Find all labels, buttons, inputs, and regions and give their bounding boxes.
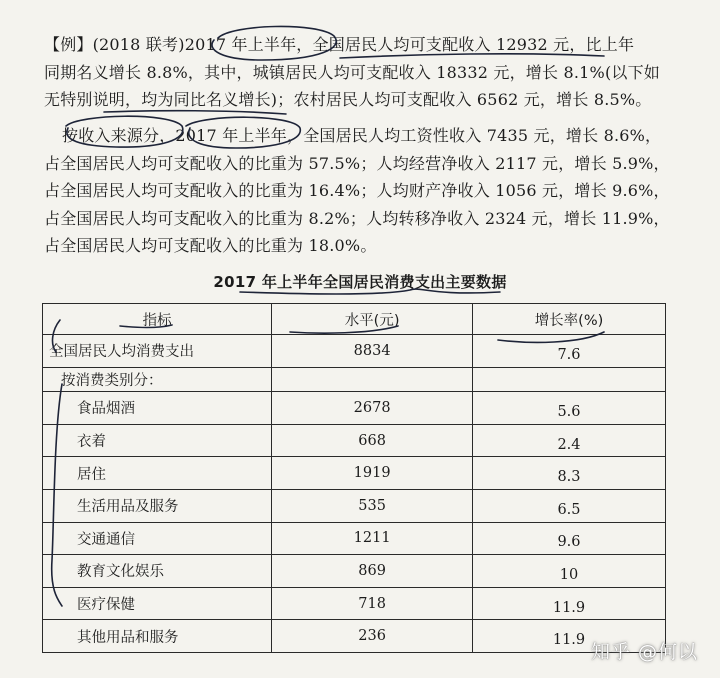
text-line: 占全国居民人均可支配收入的比重为 8.2%；人均转移净收入 2324 元，增长 11.9%， bbox=[44, 208, 670, 228]
row-growth bbox=[472, 367, 665, 392]
table-row bbox=[43, 620, 666, 653]
row-level: 718 bbox=[272, 587, 473, 620]
row-growth: 8.3 bbox=[472, 457, 665, 490]
header-level: 水平(元) bbox=[272, 304, 473, 335]
paragraph-income-source bbox=[44, 122, 694, 260]
header-growth: 增长率(%) bbox=[472, 304, 665, 335]
row-label: 教育文化娱乐 bbox=[43, 555, 272, 588]
row-label: 衣着 bbox=[43, 424, 272, 457]
row-growth: 11.9 bbox=[472, 620, 665, 653]
text-line: 占全国居民人均可支配收入的比重为 16.4%；人均财产净收入 1056 元，增长 9.6%， bbox=[44, 181, 670, 200]
row-label: 全国居民人均消费支出 bbox=[43, 335, 272, 368]
text-line: 【例】(2018 联考)2017 年上半年，全国居民人均可支配收入 12932 元，比上年 bbox=[44, 35, 635, 54]
table-row bbox=[43, 587, 666, 620]
table-row bbox=[43, 424, 666, 457]
text-line: 占全国居民人均可支配收入的比重为 57.5%；人均经营净收入 2117 元，增长 5.9%， bbox=[44, 153, 670, 173]
table-row bbox=[43, 555, 666, 588]
text-line: 无特别说明，均为同比名义增长)；农村居民人均可支配收入 6562 元，增长 8.5%。 bbox=[44, 90, 652, 109]
table-row bbox=[43, 489, 666, 522]
text-line: 按收入来源分，2017 年上半年，全国居民人均工资性收入 7435 元，增长 8.6%， bbox=[62, 126, 662, 145]
row-growth: 7.6 bbox=[472, 335, 665, 368]
table-row bbox=[43, 335, 666, 368]
paragraph-income bbox=[44, 31, 694, 114]
row-level: 668 bbox=[272, 424, 473, 457]
table-row bbox=[43, 522, 666, 555]
row-label: 其他用品和服务 bbox=[43, 620, 272, 653]
table-row bbox=[43, 392, 666, 425]
header-indicator: 指标 bbox=[43, 304, 272, 335]
row-level: 236 bbox=[272, 620, 473, 653]
row-level: 869 bbox=[272, 555, 473, 588]
table-header-row bbox=[43, 304, 666, 335]
text-line: 占全国居民人均可支配收入的比重为 18.0%。 bbox=[44, 236, 377, 255]
row-growth: 2.4 bbox=[472, 424, 665, 457]
row-growth: 10 bbox=[472, 555, 665, 588]
row-growth: 6.5 bbox=[472, 489, 665, 522]
row-label: 按消费类别分： bbox=[43, 367, 272, 392]
row-level bbox=[272, 367, 473, 392]
row-label: 生活用品及服务 bbox=[43, 489, 272, 522]
row-label: 医疗保健 bbox=[43, 587, 272, 620]
row-level: 1919 bbox=[272, 457, 473, 490]
text-line: 同期名义增长 8.8%，其中，城镇居民人均可支配收入 18332 元，增长 8.1%(以下如 bbox=[44, 62, 660, 82]
row-growth: 11.9 bbox=[472, 587, 665, 620]
table-row bbox=[43, 367, 666, 392]
row-level: 2678 bbox=[272, 392, 473, 425]
row-label: 交通通信 bbox=[43, 522, 272, 555]
table-title: 2017 年上半年全国居民消费支出主要数据 bbox=[213, 273, 507, 291]
row-level: 535 bbox=[272, 489, 473, 522]
row-growth: 9.6 bbox=[472, 522, 665, 555]
table-row bbox=[43, 457, 666, 490]
row-level: 1211 bbox=[272, 522, 473, 555]
row-growth: 5.6 bbox=[472, 392, 665, 425]
row-label: 居住 bbox=[43, 457, 272, 490]
row-label: 食品烟酒 bbox=[43, 392, 272, 425]
watermark-text: 知乎 @何以 bbox=[590, 641, 698, 663]
consumption-table bbox=[42, 303, 666, 653]
row-level: 8834 bbox=[272, 335, 473, 368]
